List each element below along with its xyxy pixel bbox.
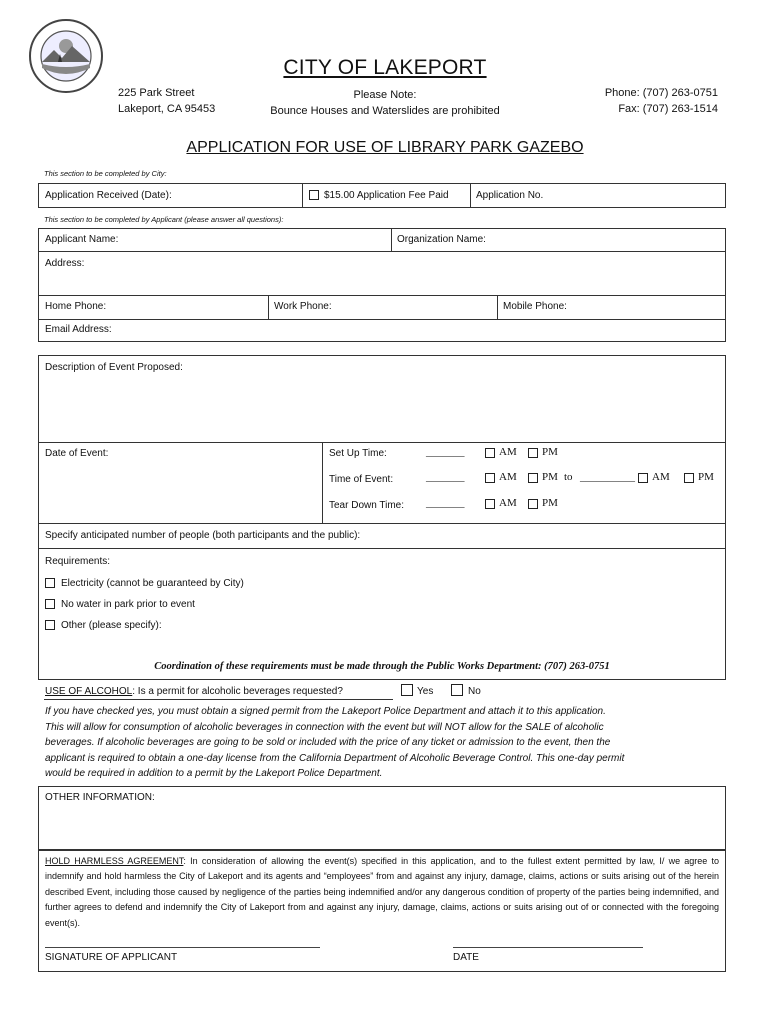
applicant-signature-line[interactable] — [45, 947, 320, 948]
setup-am-checkbox[interactable] — [485, 448, 495, 458]
alcohol-line: would be required in addition to a permit by the Lakeport Police Department. — [45, 768, 383, 780]
event-start-blank[interactable]: _______ — [426, 471, 465, 483]
fee-paid-label: $15.00 Application Fee Paid — [324, 190, 449, 201]
setup-pm-label: PM — [542, 446, 558, 458]
applicant-name-label: Applicant Name: — [45, 234, 119, 245]
city-section-caption: This section to be completed by City: — [44, 169, 167, 178]
alcohol-label: USE OF ALCOHOL — [45, 686, 133, 697]
alcohol-line: applicant is required to obtain a one-day license from the California Department of Alcoholic Beverage Control. This one-day permit — [45, 752, 625, 764]
event-start-pm-label: PM — [542, 471, 558, 483]
event-start-am-label: AM — [499, 471, 517, 483]
no-water-checkbox[interactable] — [45, 599, 55, 609]
page-title: CITY OF LAKEPORT — [283, 56, 487, 79]
applicant-section-box — [38, 228, 726, 342]
teardown-time-blank[interactable]: _______ — [426, 497, 465, 509]
event-end-blank[interactable]: __________ — [580, 471, 635, 483]
teardown-pm-checkbox[interactable] — [528, 499, 538, 509]
event-section-box — [38, 355, 726, 680]
mobile-phone-label: Mobile Phone: — [503, 301, 567, 312]
alcohol-line: If you have checked yes, you must obtain a signed permit from the Lakeport Police Department and attach it to this application. — [45, 706, 606, 717]
anticipated-people-label: Specify anticipated number of people (both participants and the public): — [45, 530, 361, 541]
alcohol-question-text: : Is a permit for alcoholic beverages requested? — [132, 686, 343, 697]
applicant-section-caption: This section to be completed by Applicant (please answer all questions): — [44, 215, 284, 224]
teardown-time-label: Tear Down Time: — [329, 500, 405, 511]
teardown-am-checkbox[interactable] — [485, 499, 495, 509]
setup-time-blank[interactable]: _______ — [426, 446, 465, 458]
electricity-label: Electricity (cannot be guaranteed by City) — [61, 578, 244, 589]
home-phone-label: Home Phone: — [45, 301, 107, 312]
alcohol-yes-checkbox[interactable] — [401, 684, 413, 696]
time-of-event-label: Time of Event: — [329, 474, 394, 485]
event-start-am-checkbox[interactable] — [485, 473, 495, 483]
alcohol-yes-label: Yes — [417, 686, 434, 697]
teardown-pm-label: PM — [542, 497, 558, 509]
address-line-2: Lakeport, CA 95453 — [118, 103, 216, 115]
fee-paid-checkbox[interactable] — [309, 190, 319, 200]
hold-harmless-label: HOLD HARMLESS AGREEMENT — [45, 856, 184, 866]
fax-number: Fax: (707) 263-1514 — [618, 103, 718, 115]
setup-pm-checkbox[interactable] — [528, 448, 538, 458]
other-information-label: OTHER INFORMATION: — [45, 792, 155, 803]
electricity-checkbox[interactable] — [45, 578, 55, 588]
signature-of-applicant-label: SIGNATURE OF APPLICANT — [45, 952, 178, 963]
setup-am-label: AM — [499, 446, 517, 458]
alcohol-no-checkbox[interactable] — [451, 684, 463, 696]
setup-time-label: Set Up Time: — [329, 448, 387, 459]
date-label: DATE — [453, 952, 479, 963]
event-end-am-label: AM — [652, 471, 670, 483]
email-address-label: Email Address: — [45, 324, 112, 335]
event-end-pm-label: PM — [698, 471, 714, 483]
work-phone-label: Work Phone: — [274, 301, 332, 312]
date-of-event-label: Date of Event: — [45, 448, 109, 459]
hold-harmless-text: : In consideration of allowing the event(s) specified in this application, and to the fullest extent permitted by law, I/ we agree to indemnify and hold harmless the City of Lakeport and its agents and “employees” from and against any injury, damage, claims, actions or suits arising out of the herein described Event, including those caused by negligence of the parties being indemnified and/or any dangerous condition of property of the parties being indemnified, and further agrees to defend and indemnify the City of Lakeport from and against any injury, damage, claims, actions or suits arising out of or connected with the foregoing event(s). — [45, 856, 719, 928]
no-water-label: No water in park prior to event — [61, 599, 195, 610]
alcohol-no-label: No — [468, 686, 481, 697]
address-line-1: 225 Park Street — [118, 87, 195, 99]
event-to-label: to — [564, 471, 573, 483]
organization-name-label: Organization Name: — [397, 234, 486, 245]
note-text: Bounce Houses and Waterslides are prohibited — [270, 105, 500, 117]
address-label: Address: — [45, 258, 85, 269]
teardown-am-label: AM — [499, 497, 517, 509]
alcohol-instructions — [45, 704, 730, 782]
hold-harmless-agreement — [45, 854, 719, 931]
other-requirement-checkbox[interactable] — [45, 620, 55, 630]
application-received-date-label: Application Received (Date): — [45, 190, 172, 201]
event-start-pm-checkbox[interactable] — [528, 473, 538, 483]
coordination-note: Coordination of these requirements must be made through the Public Works Department: (707) 263-0751 — [154, 661, 610, 672]
event-end-am-checkbox[interactable] — [638, 473, 648, 483]
phone-number: Phone: (707) 263-0751 — [604, 87, 718, 99]
note-label: Please Note: — [353, 89, 417, 101]
application-number-label: Application No. — [476, 190, 544, 201]
alcohol-line: This will allow for consumption of alcoholic beverages in connection with the event but will NOT allow for the SALE of alcoholic — [45, 721, 604, 733]
requirements-heading: Requirements: — [45, 556, 111, 567]
alcohol-line: beverages. If alcoholic beverages are going to be sold or included with the price of any ticket or admission to the event, then the — [45, 737, 611, 749]
date-line[interactable] — [453, 947, 643, 948]
alcohol-question — [45, 686, 343, 697]
form-title: APPLICATION FOR USE OF LIBRARY PARK GAZEBO — [186, 139, 584, 156]
event-end-pm-checkbox[interactable] — [684, 473, 694, 483]
other-requirement-label: Other (please specify): — [61, 620, 162, 631]
event-description-label: Description of Event Proposed: — [45, 362, 183, 373]
